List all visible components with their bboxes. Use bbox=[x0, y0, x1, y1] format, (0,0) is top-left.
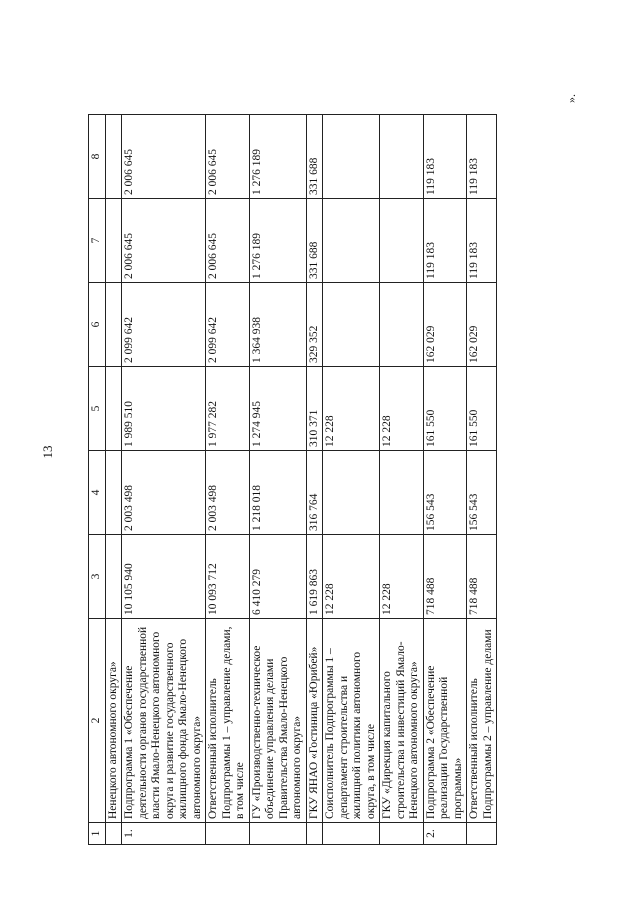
value-cell: 310 371 bbox=[306, 367, 323, 451]
row-name-cell: Подпрограмма 1 «Обеспечение деятельности органов государственной власти Ямало-Ненецкого автономного округа и развитие государственного жилищного фонда Ямало-Ненецкого автономного округа» bbox=[122, 619, 206, 823]
column-number: 2 bbox=[89, 619, 106, 823]
value-cell bbox=[323, 199, 380, 283]
row-name-cell: ГКУ ЯНАО «Гостиница «Юрибей» bbox=[306, 619, 323, 823]
table-row bbox=[467, 115, 497, 845]
value-cell: 329 352 bbox=[306, 283, 323, 367]
row-number-cell bbox=[380, 823, 424, 845]
value-cell: 1 218 018 bbox=[249, 451, 306, 535]
column-number: 6 bbox=[89, 283, 106, 367]
value-cell bbox=[380, 115, 424, 199]
row-number-cell bbox=[105, 823, 122, 845]
table-body bbox=[89, 115, 497, 845]
value-cell: 119 183 bbox=[423, 199, 467, 283]
row-number-cell bbox=[249, 823, 306, 845]
value-cell bbox=[380, 199, 424, 283]
column-number: 3 bbox=[89, 535, 106, 619]
value-cell: 161 550 bbox=[467, 367, 497, 451]
value-cell: 331 688 bbox=[306, 115, 323, 199]
value-cell: 1 977 282 bbox=[206, 367, 250, 451]
value-cell: 119 183 bbox=[423, 115, 467, 199]
value-cell: 718 488 bbox=[467, 535, 497, 619]
value-cell bbox=[380, 451, 424, 535]
table-row bbox=[306, 115, 323, 845]
row-number-cell bbox=[206, 823, 250, 845]
value-cell: 331 688 bbox=[306, 199, 323, 283]
value-cell: 156 543 bbox=[423, 451, 467, 535]
value-cell: 12 228 bbox=[323, 535, 380, 619]
value-cell: 2 006 645 bbox=[122, 115, 206, 199]
row-name-cell: Соисполнитель Подпрограммы 1 – департамент строительства и жилищной политики автономного округа, в том числе bbox=[323, 619, 380, 823]
value-cell bbox=[105, 115, 122, 199]
value-cell: 1 989 510 bbox=[122, 367, 206, 451]
value-cell: 2 006 645 bbox=[206, 115, 250, 199]
value-cell: 2 099 642 bbox=[122, 283, 206, 367]
value-cell bbox=[380, 283, 424, 367]
value-cell: 2 006 645 bbox=[122, 199, 206, 283]
value-cell: 718 488 bbox=[423, 535, 467, 619]
table-row bbox=[423, 115, 467, 845]
value-cell: 1 364 938 bbox=[249, 283, 306, 367]
value-cell: 2 003 498 bbox=[206, 451, 250, 535]
value-cell: 1 619 863 bbox=[306, 535, 323, 619]
table-row bbox=[323, 115, 380, 845]
page-number: 13 bbox=[40, 445, 55, 459]
value-cell: 2 006 645 bbox=[206, 199, 250, 283]
column-number: 7 bbox=[89, 199, 106, 283]
table-row bbox=[105, 115, 122, 845]
column-number: 8 bbox=[89, 115, 106, 199]
row-number-cell bbox=[306, 823, 323, 845]
row-name-cell: ГУ «Производственно-техническое объединение управления делами Правительства Ямало-Ненецкого автономного округа» bbox=[249, 619, 306, 823]
value-cell: 119 183 bbox=[467, 115, 497, 199]
row-name-cell: Ответственный исполнитель Подпрограммы 1 – управление делами, в том числе bbox=[206, 619, 250, 823]
row-number-cell: 2. bbox=[423, 823, 467, 845]
column-number-row bbox=[89, 115, 106, 845]
column-number: 4 bbox=[89, 451, 106, 535]
value-cell: 162 029 bbox=[467, 283, 497, 367]
value-cell: 1 276 189 bbox=[249, 199, 306, 283]
value-cell bbox=[105, 367, 122, 451]
value-cell: 119 183 bbox=[467, 199, 497, 283]
value-cell: 12 228 bbox=[380, 367, 424, 451]
table-row bbox=[380, 115, 424, 845]
value-cell: 10 105 940 bbox=[122, 535, 206, 619]
row-name-cell: Ненецкого автономного округа» bbox=[105, 619, 122, 823]
value-cell: 10 093 712 bbox=[206, 535, 250, 619]
value-cell bbox=[323, 283, 380, 367]
budget-table bbox=[88, 114, 497, 845]
value-cell: 156 543 bbox=[467, 451, 497, 535]
value-cell: 1 274 945 bbox=[249, 367, 306, 451]
value-cell bbox=[105, 199, 122, 283]
row-number-cell bbox=[467, 823, 497, 845]
table-row bbox=[122, 115, 206, 845]
value-cell bbox=[105, 535, 122, 619]
row-number-cell bbox=[323, 823, 380, 845]
row-number-cell: 1. bbox=[122, 823, 206, 845]
value-cell bbox=[323, 115, 380, 199]
closing-quote: ». bbox=[564, 94, 578, 103]
rotated-page-content bbox=[88, 94, 613, 845]
row-name-cell: Подпрограмма 2 «Обеспечение реализации Государственной программы» bbox=[423, 619, 467, 823]
row-name-cell: ГКУ «Дирекция капитального строительства и инвестиций Ямало-Ненецкого автономного округа» bbox=[380, 619, 424, 823]
value-cell bbox=[323, 451, 380, 535]
value-cell: 162 029 bbox=[423, 283, 467, 367]
value-cell: 161 550 bbox=[423, 367, 467, 451]
value-cell bbox=[105, 451, 122, 535]
value-cell: 12 228 bbox=[323, 367, 380, 451]
value-cell: 2 099 642 bbox=[206, 283, 250, 367]
table-row bbox=[249, 115, 306, 845]
value-cell: 2 003 498 bbox=[122, 451, 206, 535]
value-cell bbox=[105, 283, 122, 367]
column-number: 5 bbox=[89, 367, 106, 451]
row-name-cell: Ответственный исполнитель Подпрограммы 2 – управление делами bbox=[467, 619, 497, 823]
table-row bbox=[206, 115, 250, 845]
value-cell: 12 228 bbox=[380, 535, 424, 619]
value-cell: 316 764 bbox=[306, 451, 323, 535]
column-number: 1 bbox=[89, 823, 106, 845]
value-cell: 1 276 189 bbox=[249, 115, 306, 199]
value-cell: 6 410 279 bbox=[249, 535, 306, 619]
